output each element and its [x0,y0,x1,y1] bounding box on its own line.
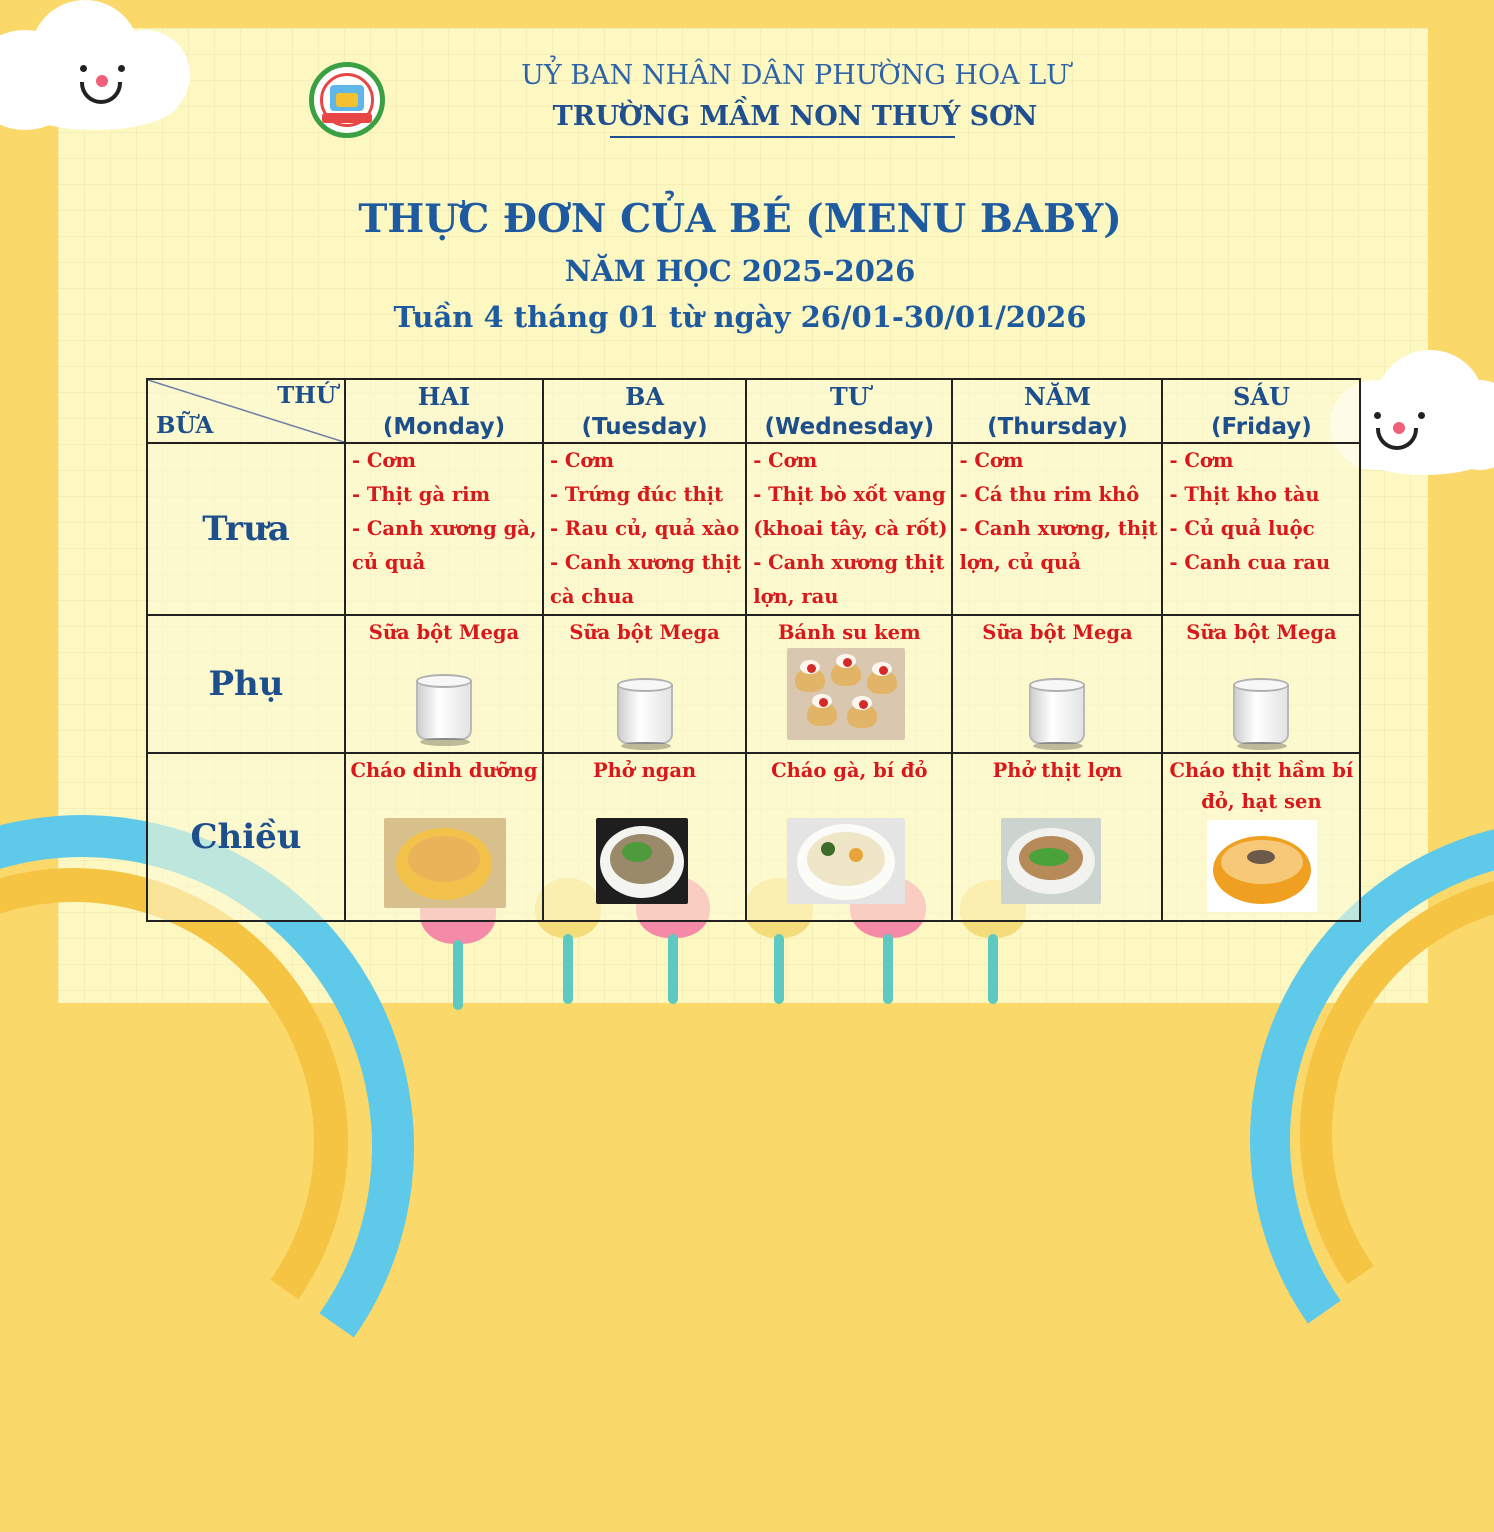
snack-label: Bánh su kem [777,621,921,644]
day-name-en: (Tuesday) [581,414,708,440]
dinner-row [147,753,1360,921]
dinner-cell [543,753,746,921]
snack-cell [345,615,543,753]
dish-line: - Củ quả luộc [1169,517,1315,540]
smiling-cloud-icon [0,0,200,140]
dish-line: - Canh xương thịt [550,551,742,574]
page-title: THỰC ĐƠN CỦA BÉ (MENU BABY) [358,196,1122,242]
dish-line: củ quả [352,551,426,574]
milk-glass-icon [1229,678,1293,748]
day-header [746,379,952,443]
menu-table [146,378,1361,922]
lunch-row [147,443,1360,615]
snack-cell [952,615,1162,753]
day-name-vn: SÁU [1232,382,1290,411]
meal-label-snack: Phụ [147,615,345,753]
snack-label: Sữa bột Mega [368,621,520,644]
corner-day-label: THỨ [277,382,336,409]
dish-line: - Cơm [1169,449,1234,472]
snack-row [147,615,1360,753]
chicken-porridge-image [787,818,905,904]
school-logo [309,62,385,138]
dish-line: - Thịt kho tàu [1169,483,1320,506]
dish-line: - Canh xương, thịt [959,517,1158,540]
snack-label: Sữa bột Mega [1186,621,1337,644]
day-name-en: (Monday) [382,414,506,440]
dish-line: - Cơm [959,449,1024,472]
snack-label: Sữa bột Mega [569,621,720,644]
dish-line: - Canh xương thịt [753,551,945,574]
dinner-label-line: đỏ, hạt sen [1201,790,1322,813]
day-name-en: (Friday) [1211,414,1312,440]
lunch-cell [345,443,543,615]
dinner-label [1163,755,1359,817]
dish-line: (khoai tây, cà rốt) [753,517,948,540]
lunch-cell [952,443,1162,615]
dish-line: - Trứng đúc thịt [550,483,724,506]
day-header [543,379,746,443]
dinner-label: Cháo gà, bí đỏ [771,759,928,782]
dish-line: - Canh xương gà, [352,517,537,540]
dish-line: - Cơm [352,449,417,472]
dinner-cell [952,753,1162,921]
snack-cell [746,615,952,753]
day-name-en: (Wednesday) [764,414,935,440]
snack-cell [1162,615,1360,753]
dish-line: - Cơm [550,449,615,472]
dinner-cell [1162,753,1360,921]
lunch-cell [1162,443,1360,615]
school-name: TRƯỜNG MẦM NON THUÝ SƠN [552,101,1038,132]
dish-line: lợn, rau [753,585,839,608]
day-name-vn: NĂM [1023,382,1091,411]
authority-name: UỶ BAN NHÂN DÂN PHƯỜNG HOA LƯ [521,60,1069,91]
dinner-cell [345,753,543,921]
dinner-label: Phở ngan [592,759,697,782]
milk-glass-icon [412,674,476,744]
dinner-label: Cháo dinh dưỡng [350,759,538,782]
snack-label: Sữa bột Mega [982,621,1133,644]
lunch-cell [543,443,746,615]
meal-label-dinner: Chiều [147,753,345,921]
porridge-bowl-image [384,818,506,908]
day-name-vn: TƯ [829,382,869,411]
cream-puff-image [787,648,905,740]
corner-header [147,379,345,443]
day-header [952,379,1162,443]
day-header [345,379,543,443]
day-name-en: (Thursday) [987,414,1128,440]
day-header-row [147,379,1360,443]
dish-line: - Thịt gà rim [352,483,491,506]
day-header [1162,379,1360,443]
dish-line: - Cơm [753,449,818,472]
pho-pork-image [1001,818,1101,904]
milk-glass-icon [1025,678,1089,748]
dish-line: - Canh cua rau [1169,551,1331,574]
dish-line: - Rau củ, quả xào [550,517,740,540]
dish-line: - Thịt bò xốt vang [753,483,946,506]
pumpkin-porridge-image [1207,820,1317,912]
dinner-label-line: Cháo thịt hầm bí [1169,759,1354,782]
header-underline [610,136,955,138]
week-range: Tuần 4 tháng 01 từ ngày 26/01-30/01/2026 [393,300,1087,334]
day-name-vn: BA [625,382,665,411]
milk-glass-icon [613,678,677,748]
meal-label-lunch: Trưa [147,443,345,615]
dish-line: lợn, củ quả [959,551,1081,574]
dinner-label: Phở thịt lợn [992,759,1123,782]
dish-line: cà chua [550,585,635,608]
dish-line: - Cá thu rim khô [959,483,1140,506]
corner-meal-label: BỮA [156,412,214,439]
lunch-cell [746,443,952,615]
snack-cell [543,615,746,753]
pho-bowl-image [596,818,688,904]
day-name-vn: HAI [417,382,471,411]
school-year: NĂM HỌC 2025-2026 [564,254,916,288]
dinner-cell [746,753,952,921]
